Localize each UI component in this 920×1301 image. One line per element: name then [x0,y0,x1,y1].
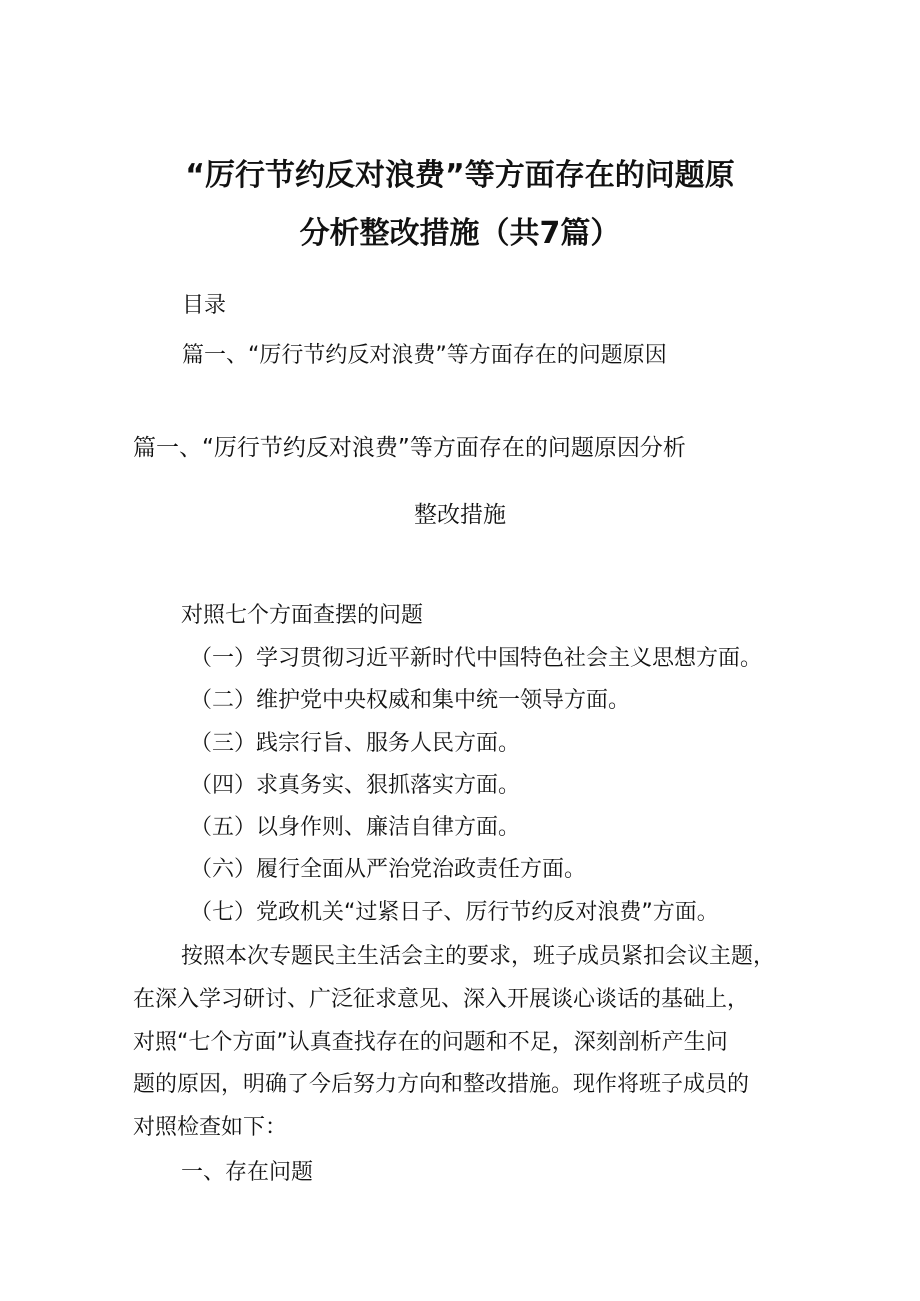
list-item: （七）党政机关“过紧日子、厉行节约反对浪费”方面。 [190,900,719,925]
section-title-line-1: 篇一、“厉行节约反对浪费”等方面存在的问题原因分析 [133,435,686,461]
list-item: （二）维护党中央权威和集中统一领导方面。 [190,688,631,713]
list-item: （四）求真务实、狠抓落实方面。 [190,773,521,798]
paragraph-line: 在深入学习研讨、广泛征求意见、深入开展谈心谈话的基础上， [133,987,750,1012]
list-item: （一）学习贯彻习近平新时代中国特色社会主义思想方面。 [190,646,763,671]
list-item: （六）履行全面从严治党治政责任方面。 [190,857,587,882]
list-item: （五）以身作则、廉洁自律方面。 [190,815,521,840]
intro-text: 对照七个方面查摆的问题 [181,603,424,628]
paragraph-line: 按照本次专题民主生活会主的要求，班子成员紧扣会议主题， [181,944,776,969]
paragraph-line: 对照检查如下： [133,1115,288,1140]
paragraph-line: 题的原因，明确了今后努力方向和整改措施。现作将班子成员的 [133,1072,750,1097]
section-title-line-2: 整改措施 [414,502,506,528]
toc-label: 目录 [182,293,227,318]
document-title-line-2: 分析整改措施（共7篇） [299,216,621,251]
list-item: （三）践宗行旨、服务人民方面。 [190,731,521,756]
document-title-line-1: “厉行节约反对浪费”等方面存在的问题原 [185,158,735,193]
paragraph-line: 对照“七个方面”认真查找存在的问题和不足，深刻剖析产生问 [133,1030,728,1055]
subheading: 一、存在问题 [181,1160,314,1185]
toc-item-1[interactable]: 篇一、“厉行节约反对浪费”等方面存在的问题原因 [182,343,667,368]
